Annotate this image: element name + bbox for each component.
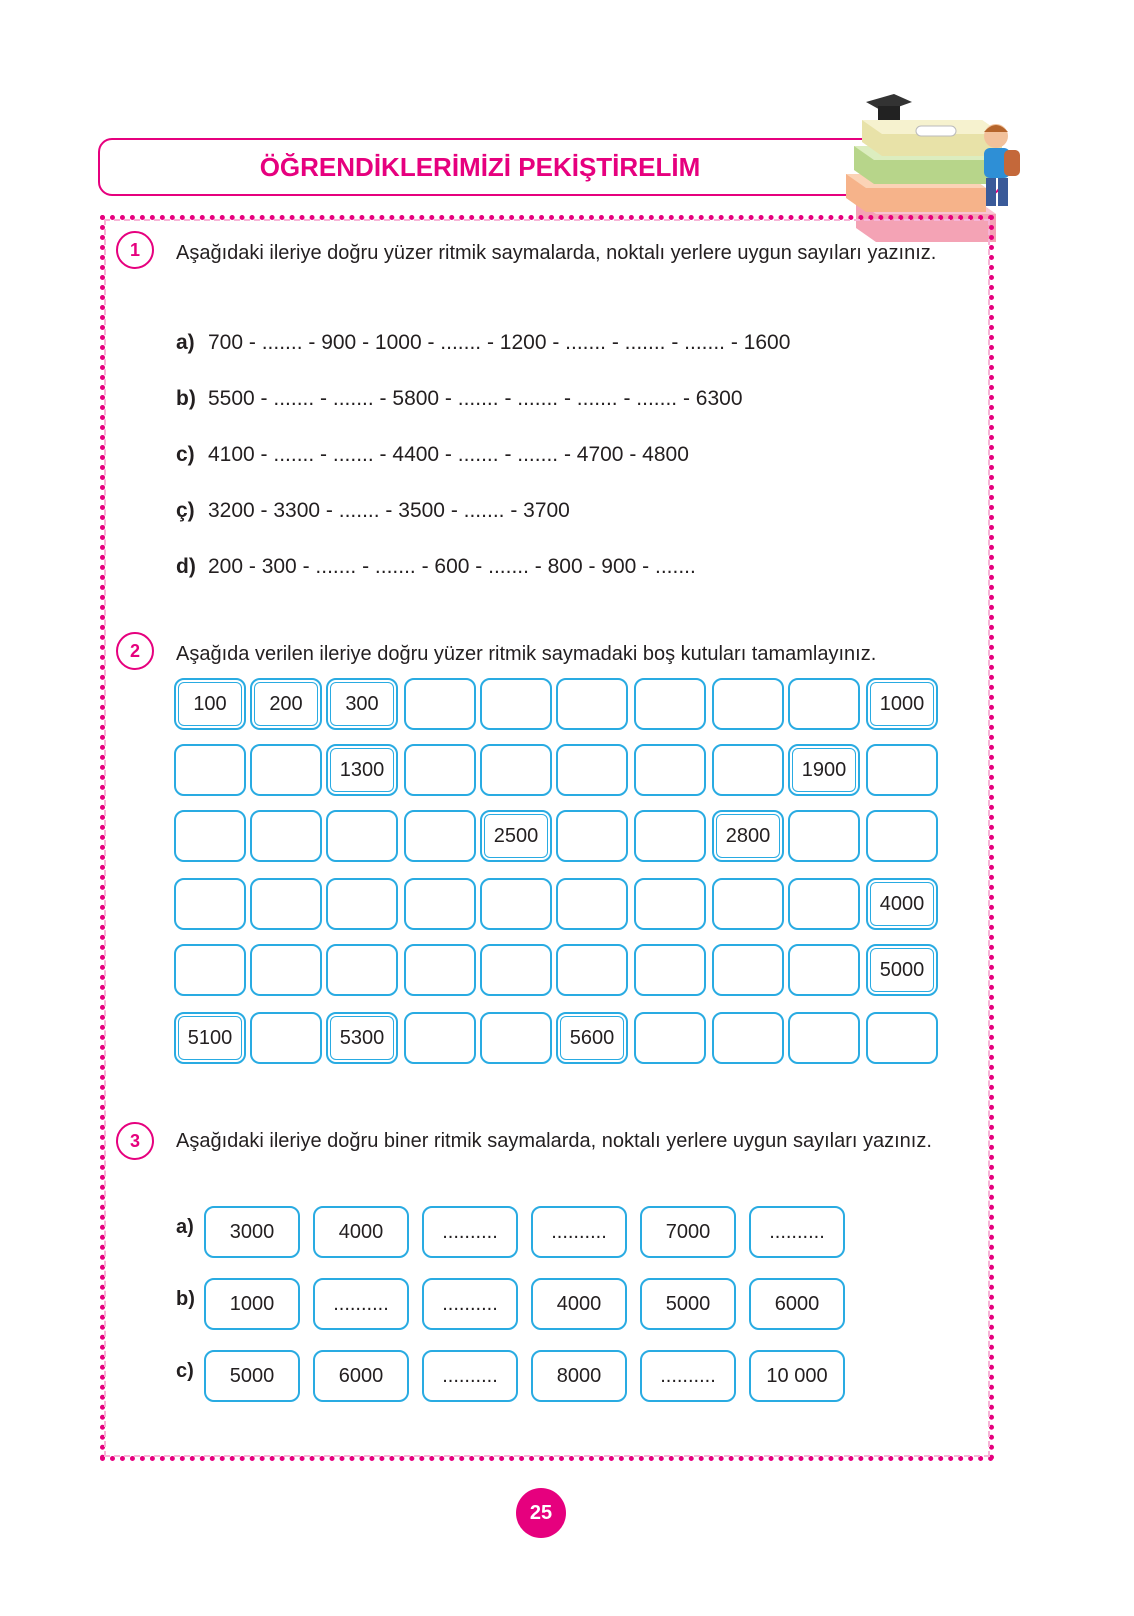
q1-item-label: ç): [176, 499, 195, 522]
grid-cell-blank[interactable]: [556, 944, 628, 996]
grid-cell-blank[interactable]: [250, 1012, 322, 1064]
grid-cell-given: 200: [250, 678, 322, 730]
grid-cell-blank[interactable]: [556, 678, 628, 730]
grid-cell-blank[interactable]: [326, 810, 398, 862]
q3-box-given: 6000: [749, 1278, 845, 1330]
q1-item-sequence[interactable]: 4100 - ....... - ....... - 4400 - ....... - ....... - 4700 - 4800: [208, 443, 689, 466]
q3-box-blank[interactable]: ..........: [640, 1350, 736, 1402]
grid-cell-blank[interactable]: [174, 878, 246, 930]
grid-cell-blank[interactable]: [480, 678, 552, 730]
question-1-text: Aşağıdaki ileriye doğru yüzer ritmik saymalarda, noktalı yerlere uygun sayıları yazınız.: [176, 242, 937, 264]
grid-cell-blank[interactable]: [712, 678, 784, 730]
q1-item-sequence[interactable]: 5500 - ....... - ....... - 5800 - ....... - ....... - ....... - ....... - 6300: [208, 387, 743, 410]
grid-cell-blank[interactable]: [250, 810, 322, 862]
q1-item-a: [176, 328, 790, 358]
grid-cell-blank[interactable]: [174, 944, 246, 996]
question-2-number: 2: [116, 632, 154, 670]
q3-box-given: 3000: [204, 1206, 300, 1258]
grid-cell-given: 5000: [866, 944, 938, 996]
grid-cell-blank[interactable]: [788, 944, 860, 996]
grid-cell-blank[interactable]: [634, 1012, 706, 1064]
grid-cell-blank[interactable]: [404, 678, 476, 730]
q1-item-label: c): [176, 443, 195, 466]
question-1-number: 1: [116, 231, 154, 269]
q3-row-label: c): [176, 1360, 194, 1382]
grid-cell-blank[interactable]: [712, 878, 784, 930]
q1-item-c-cedilla: [176, 496, 570, 526]
question-2-text: Aşağıda verilen ileriye doğru yüzer ritmik saymadaki boş kutuları tamamlayınız.: [176, 643, 877, 665]
grid-cell-blank[interactable]: [326, 878, 398, 930]
q1-item-c: [176, 440, 689, 470]
q1-item-label: d): [176, 555, 196, 578]
q3-row-label: b): [176, 1288, 195, 1310]
q1-item-d: [176, 552, 696, 582]
grid-cell-blank[interactable]: [480, 744, 552, 796]
grid-cell-blank[interactable]: [404, 1012, 476, 1064]
grid-cell-blank[interactable]: [634, 678, 706, 730]
q1-item-sequence[interactable]: 700 - ....... - 900 - 1000 - ....... - 1200 - ....... - ....... - ....... - 1600: [208, 331, 791, 354]
grid-cell-blank[interactable]: [250, 878, 322, 930]
grid-cell-blank[interactable]: [250, 944, 322, 996]
grid-cell-blank[interactable]: [404, 744, 476, 796]
grid-cell-given: 5300: [326, 1012, 398, 1064]
grid-cell-blank[interactable]: [404, 878, 476, 930]
q3-box-blank[interactable]: ..........: [422, 1278, 518, 1330]
question-3-number: 3: [116, 1122, 154, 1160]
q3-box-given: 6000: [313, 1350, 409, 1402]
grid-cell-blank[interactable]: [866, 1012, 938, 1064]
grid-cell-blank[interactable]: [788, 810, 860, 862]
q3-box-given: 4000: [313, 1206, 409, 1258]
grid-cell-blank[interactable]: [634, 944, 706, 996]
grid-cell-blank[interactable]: [712, 944, 784, 996]
q1-item-sequence[interactable]: 3200 - 3300 - ....... - 3500 - ....... - 3700: [208, 499, 570, 522]
grid-cell-blank[interactable]: [634, 810, 706, 862]
q1-item-sequence[interactable]: 200 - 300 - ....... - ....... - 600 - ....... - 800 - 900 - .......: [208, 555, 696, 578]
grid-cell-given: 4000: [866, 878, 938, 930]
q3-box-given: 4000: [531, 1278, 627, 1330]
grid-cell-blank[interactable]: [480, 1012, 552, 1064]
q3-box-blank[interactable]: ..........: [749, 1206, 845, 1258]
grid-cell-given: 100: [174, 678, 246, 730]
q3-box-given: 8000: [531, 1350, 627, 1402]
page-number: 25: [516, 1488, 566, 1538]
page-title: ÖĞRENDİKLERİMİZİ PEKİŞTİRELİM: [259, 152, 701, 182]
grid-cell-blank[interactable]: [634, 878, 706, 930]
q3-box-given: 10 000: [749, 1350, 845, 1402]
grid-cell-blank[interactable]: [866, 810, 938, 862]
grid-cell-blank[interactable]: [404, 810, 476, 862]
grid-cell-blank[interactable]: [788, 1012, 860, 1064]
grid-cell-blank[interactable]: [788, 878, 860, 930]
q1-item-label: b): [176, 387, 196, 410]
grid-cell-given: 1300: [326, 744, 398, 796]
grid-cell-blank[interactable]: [404, 944, 476, 996]
q3-box-given: 5000: [204, 1350, 300, 1402]
grid-cell-given: 5100: [174, 1012, 246, 1064]
grid-cell-blank[interactable]: [174, 810, 246, 862]
q3-box-given: 5000: [640, 1278, 736, 1330]
grid-cell-blank[interactable]: [866, 744, 938, 796]
grid-cell-given: 2500: [480, 810, 552, 862]
grid-cell-blank[interactable]: [712, 744, 784, 796]
q1-item-b: [176, 384, 743, 414]
grid-cell-blank[interactable]: [788, 678, 860, 730]
q3-box-blank[interactable]: ..........: [313, 1278, 409, 1330]
grid-cell-blank[interactable]: [480, 878, 552, 930]
grid-cell-blank[interactable]: [250, 744, 322, 796]
grid-cell-blank[interactable]: [480, 944, 552, 996]
q3-box-blank[interactable]: ..........: [531, 1206, 627, 1258]
grid-cell-given: 1000: [866, 678, 938, 730]
q3-box-blank[interactable]: ..........: [422, 1350, 518, 1402]
grid-cell-blank[interactable]: [556, 810, 628, 862]
grid-cell-blank[interactable]: [712, 1012, 784, 1064]
grid-cell-given: 2800: [712, 810, 784, 862]
q1-item-label: a): [176, 331, 195, 354]
grid-cell-blank[interactable]: [556, 744, 628, 796]
grid-cell-given: 5600: [556, 1012, 628, 1064]
q3-box-given: 1000: [204, 1278, 300, 1330]
question-3-text: Aşağıdaki ileriye doğru biner ritmik saymalarda, noktalı yerlere uygun sayıları yazınız.: [176, 1130, 932, 1152]
grid-cell-blank[interactable]: [634, 744, 706, 796]
q3-row-label: a): [176, 1216, 194, 1238]
q3-box-given: 7000: [640, 1206, 736, 1258]
grid-cell-given: 300: [326, 678, 398, 730]
grid-cell-blank[interactable]: [326, 944, 398, 996]
grid-cell-given: 1900: [788, 744, 860, 796]
q3-box-blank[interactable]: ..........: [422, 1206, 518, 1258]
grid-cell-blank[interactable]: [174, 744, 246, 796]
grid-cell-blank[interactable]: [556, 878, 628, 930]
